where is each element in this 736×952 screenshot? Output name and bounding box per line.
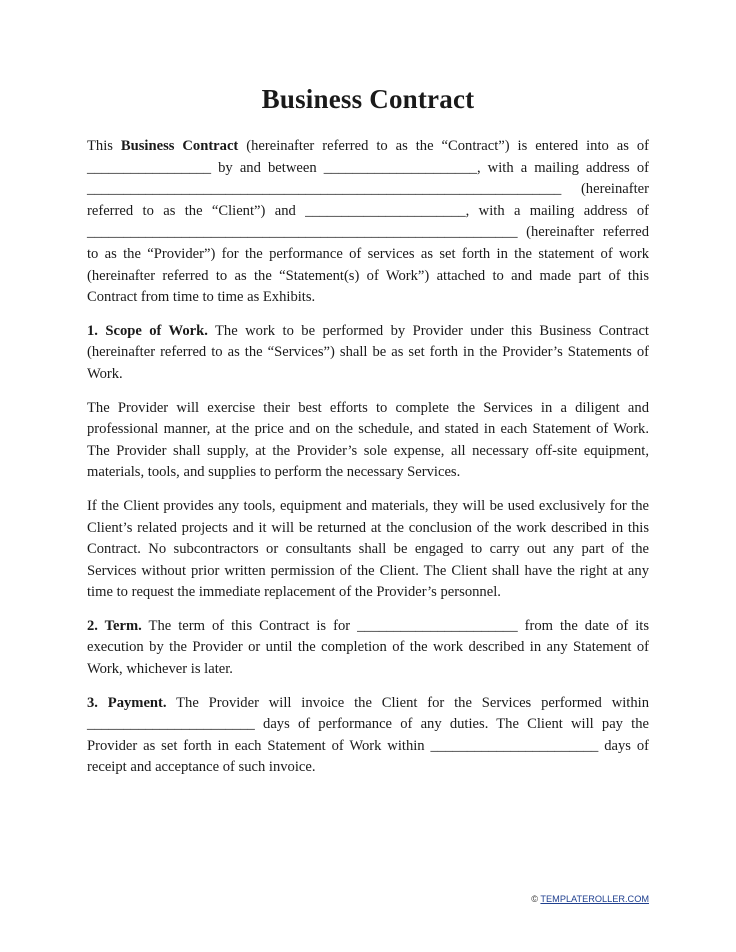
- term-text-1: The term of this Contract is for: [141, 617, 358, 634]
- term-blank: ______________________: [357, 617, 518, 634]
- provider-name-blank: ______________________: [305, 202, 466, 219]
- intro-text-2: (hereinafter referred to as the “Contract”) is entered into as of: [238, 138, 649, 154]
- payment-text-2: days of performance of any duties. The Client will pay the Provider as set forth in each Statement of Work within: [87, 716, 649, 754]
- intro-text-4: , with a mailing address of: [476, 159, 649, 176]
- client-name-blank: _____________________: [323, 159, 477, 176]
- intro-bold-title: Business Contract: [120, 138, 239, 154]
- term-text-2: from the date of its execution by the Provider or until the completion of the work described in any Statement of Work, whichever is later.: [87, 617, 649, 678]
- payment-text-3: days of receipt and acceptance of such invoice.: [87, 737, 649, 776]
- document-title: Business Contract: [261, 84, 475, 114]
- intro-text-6: , with a mailing address of: [465, 202, 649, 219]
- term-heading: 2. Term.: [87, 617, 142, 634]
- intro-text-5: (hereinafter referred to as the “Client”) and: [87, 181, 649, 219]
- efforts-paragraph: The Provider will exercise their best efforts to complete the Services in a diligent and professional manner, at the price and on the schedule, and stated in each Statement of Work. The Provider shall supply, at the Provider’s sole expense, all necessary off-site equipment, materials, tools, and supplies to perform the necessary Services.: [87, 399, 649, 481]
- date-blank: _________________: [87, 159, 212, 176]
- provider-address-blank: ___________________________________________________________: [87, 224, 518, 241]
- intro-paragraph: [87, 136, 649, 309]
- scope-heading: 1. Scope of Work.: [87, 322, 208, 339]
- copyright-symbol: ©: [531, 894, 541, 904]
- intro-text-7: (hereinafter referred to as the “Provider”) for the performance of services as set forth in the statement of work (hereinafter referred to as the “Statement(s) of Work”) attached to and made part of this Contract from time to time as Exhibits.: [87, 224, 649, 306]
- term-paragraph: [87, 616, 649, 681]
- client-address-blank: _________________________________________________________________: [87, 181, 562, 198]
- payment-text-1: The Provider will invoice the Client for the Services performed within: [166, 694, 649, 711]
- scope-text: The work to be performed by Provider under this Business Contract (hereinafter referred to as the “Services”) shall be as set forth in the Provider’s Statements of Work.: [87, 322, 649, 382]
- footer-credit: [531, 894, 649, 904]
- invoice-days-blank: _______________________: [87, 716, 255, 733]
- document-body: [87, 136, 649, 779]
- templateroller-link[interactable]: TEMPLATEROLLER.COM: [540, 894, 649, 904]
- intro-text-1: This: [87, 138, 121, 154]
- payment-heading: 3. Payment.: [87, 694, 167, 711]
- tools-paragraph: If the Client provides any tools, equipment and materials, they will be used exclusively for the Client’s related projects and it will be returned at the conclusion of the work described in this Contract. No subcontractors or consultants shall be engaged to carry out any part of the Services without prior written permission of the Client. The Client shall have the right at any time to request the immediate replacement of the Provider’s personnel.: [87, 497, 649, 601]
- scope-paragraph: [87, 321, 649, 386]
- intro-text-3: by and between: [211, 159, 324, 176]
- payment-days-blank: _______________________: [430, 737, 599, 754]
- payment-paragraph: [87, 693, 649, 779]
